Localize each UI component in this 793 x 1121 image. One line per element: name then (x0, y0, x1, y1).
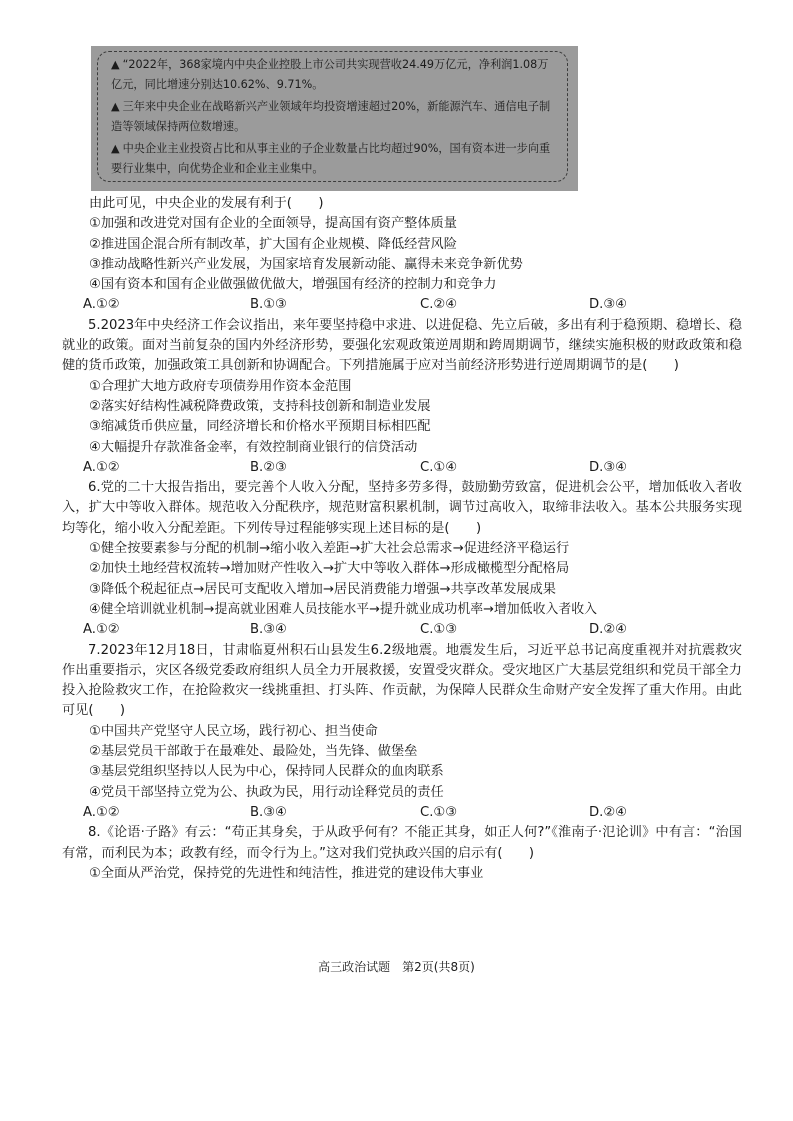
q5-option: ③缩减货币供应量，同经济增长和价格水平预期目标相匹配 (89, 419, 431, 435)
q4-option: ④国有资本和国有企业做强做优做大，增强国有经济的控制力和竞争力 (89, 277, 497, 293)
choice-b: B.③④ (250, 804, 287, 820)
stats-box (97, 51, 568, 182)
stats-figure (91, 46, 578, 191)
q7-option: ③基层党组织坚持以人民为中心，保持同人民群众的血肉联系 (89, 764, 444, 780)
choice-d: D.③④ (589, 459, 627, 475)
q4-option: ③推动战略性新兴产业发展，为国家培育发展新动能、赢得未来竞争新优势 (89, 256, 523, 272)
exam-body (62, 194, 742, 884)
choice-d: D.②④ (589, 622, 627, 638)
choice-b: B.①③ (250, 297, 287, 313)
choice-d: D.②④ (589, 804, 627, 820)
q4-option: ②推进国企混合所有制改革，扩大国有企业规模、降低经营风险 (89, 236, 457, 252)
triangle-bullet-icon: ▲ (111, 100, 120, 114)
q7-option: ④党员干部坚持立党为公、执政为民，用行动诠释党员的责任 (89, 784, 444, 800)
q6-option: ③降低个税起征点→居民可支配收入增加→居民消费能力增强→共享改革发展成果 (89, 581, 556, 597)
choice-c: C.①③ (420, 622, 458, 638)
choice-b: B.②③ (250, 459, 287, 475)
triangle-bullet-icon: ▲ (111, 142, 120, 156)
q6-stem: 6.党的二十大报告指出，要完善个人收入分配，坚持多劳多得，鼓励勤劳致富，促进机会公平，增加低收入者收入，扩大中等收入群体。规范收入分配秩序，规范财富积累机制，调节过高收入，取缔非法收入。基本公共服务实现均等化，缩小收入分配差距。下列传导过程能够实现上述目标的是( ) (62, 480, 742, 536)
choice-c: C.①④ (420, 459, 458, 475)
q5-option: ②落实好结构性减税降费政策，支持科技创新和制造业发展 (89, 398, 431, 414)
q8-option: ①全面从严治党，保持党的先进性和纯洁性，推进党的建设伟大事业 (89, 865, 484, 881)
choice-d: D.③④ (589, 297, 627, 313)
page-footer: 高三政治试题 第2页(共8页) (318, 960, 475, 974)
q7-option: ①中国共产党坚守人民立场，践行初心、担当使命 (89, 723, 378, 739)
choice-c: C.①③ (420, 804, 458, 820)
q5-stem: 5.2023年中央经济工作会议指出，来年要坚持稳中求进、以进促稳、先立后破，多出有利于稳预期、稳增长、稳就业的政策。面对当前复杂的国内外经济形势，要强化宏观政策逆周期和跨周期调节，继续实施积极的财政政策和稳健的货币政策，加强政策工具创新和协调配合。下列措施属于应对当前经济形势进行逆周期调节的是( ) (62, 317, 742, 374)
stats-item: ▲ 三年来中央企业在战略新兴产业领域年均投资增速超过20%，新能源汽车、通信电子制造等领域保持两位数增速。 (111, 100, 551, 133)
choice-c: C.②④ (420, 297, 458, 313)
choice-a: A.①② (83, 459, 120, 475)
stats-item: ▲ “2022年，368家境内中央企业控股上市公司共实现营收24.49万亿元，净利润1.08万亿元，同比增速分别达10.62%、9.71%。 (111, 58, 549, 91)
choice-a: A.①② (83, 622, 120, 638)
q5-option: ①合理扩大地方政府专项债券用作资本金范围 (89, 378, 352, 394)
stats-item: ▲ 中央企业主业投资占比和从事主业的子企业数量占比均超过90%，国有资本进一步向重要行业集中，向优势企业和企业主业集中。 (111, 142, 551, 175)
q6-choices (62, 620, 742, 640)
q6-option: ④健全培训就业机制→提高就业困难人员技能水平→提升就业成功机率→增加低收入者收入 (89, 601, 598, 617)
q4-choices (62, 295, 742, 315)
q5-choices (62, 458, 742, 478)
choice-a: A.①② (83, 297, 120, 313)
q8-stem: 8.《论语·子路》有云：“苟正其身矣，于从政乎何有？不能正其身，如正人何?”《淮南子·氾论训》中有言：“治国有常，而利民为本；政教有经，而令行为上。”这对我们党执政兴国的启示有( ) (62, 825, 742, 861)
q6-option: ②加快土地经营权流转→增加财产性收入→扩大中等收入群体→形成橄榄型分配格局 (89, 561, 570, 577)
q4-option: ①加强和改进党对国有企业的全面领导，提高国有资产整体质量 (89, 216, 457, 232)
q7-option: ②基层党员干部敢于在最难处、最险处，当先锋、做堡垒 (89, 744, 418, 760)
choice-b: B.③④ (250, 622, 287, 638)
q6-option: ①健全按要素参与分配的机制→缩小收入差距→扩大社会总需求→促进经济平稳运行 (89, 541, 570, 557)
triangle-bullet-icon: ▲ (111, 58, 120, 71)
choice-a: A.①② (83, 804, 120, 820)
q4-stem: 由此可见，中央企业的发展有利于( ) (89, 196, 324, 211)
q7-choices (62, 803, 742, 823)
q7-stem: 7.2023年12月18日，甘肃临夏州积石山县发生6.2级地震。地震发生后，习近平总书记高度重视并对抗震救灾作出重要指示，灾区各级党委政府组织人员全力开展救援，安置受灾群众。受灾地区广大基层党组织和党员干部全力投入抢险救灾工作，在抢险救灾一线挑重担、打头阵、作贡献，为保障人民群众生命财产安全发挥了重大作用。由此可见( ) (62, 642, 742, 719)
q5-option: ④大幅提升存款准备金率，有效控制商业银行的信贷活动 (89, 439, 418, 455)
